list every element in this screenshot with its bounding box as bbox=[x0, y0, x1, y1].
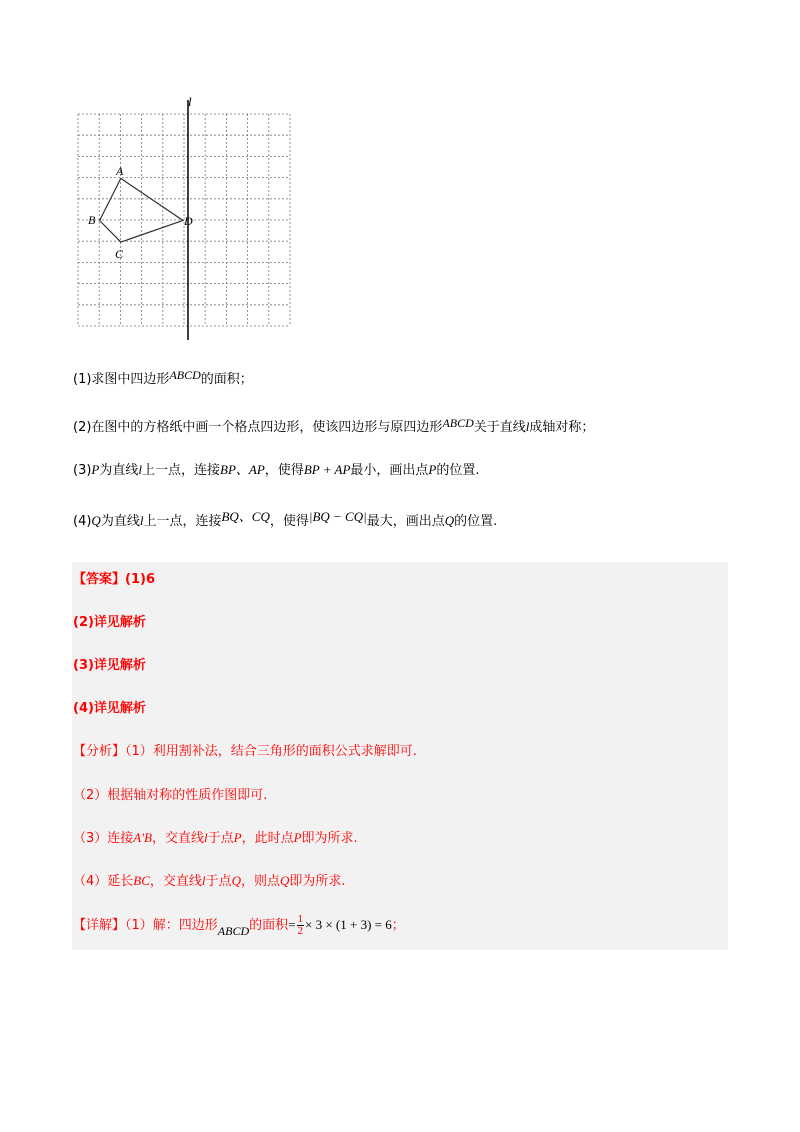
question-4: (4)Q为直线l上一点，连接BQ、CQ，使得|BQ − CQ|最大，画出点Q的位置. bbox=[73, 509, 498, 529]
point-label-a: A bbox=[116, 164, 124, 178]
analysis-line-1: 【分析】（1）利用割补法，结合三角形的面积公式求解即可. bbox=[73, 744, 417, 759]
analysis-line-2: （2）根据轴对称的性质作图即可. bbox=[73, 788, 268, 803]
question-1: (1)求图中四边形ABCD的面积； bbox=[73, 368, 253, 387]
point-label-d: D bbox=[184, 214, 193, 228]
answer-line-3: (3)详见解析 bbox=[73, 658, 146, 673]
analysis-line-3: （3）连接A'B，交直线l于点P，此时点P即为所求. bbox=[73, 830, 358, 846]
fraction-one-half: $\frac{1}{2}$ bbox=[297, 913, 303, 937]
detail-line: 【详解】（1）解：四边形ABCD的面积= $\frac{1}{2}$ × 3 × (1 + 3) = 6； bbox=[73, 913, 405, 938]
point-label-b: B bbox=[88, 213, 96, 227]
line-label-l: l bbox=[188, 94, 192, 109]
answer-line-2: (2)详见解析 bbox=[73, 615, 146, 630]
answer-line-4: (4)详见解析 bbox=[73, 701, 146, 716]
point-label-c: C bbox=[115, 247, 124, 261]
answer-line-1: 【答案】(1)6 bbox=[73, 572, 155, 587]
question-3: (3)P为直线l上一点，连接BP、AP，使得BP + AP最小，画出点P的位置. bbox=[73, 462, 480, 478]
grid-figure bbox=[70, 92, 300, 342]
question-2: (2)在图中的方格纸中画一个格点四边形，使该四边形与原四边形ABCD关于直线l成轴对称； bbox=[73, 416, 595, 435]
analysis-line-4: （4）延长BC，交直线l于点Q，则点Q即为所求. bbox=[73, 873, 346, 889]
